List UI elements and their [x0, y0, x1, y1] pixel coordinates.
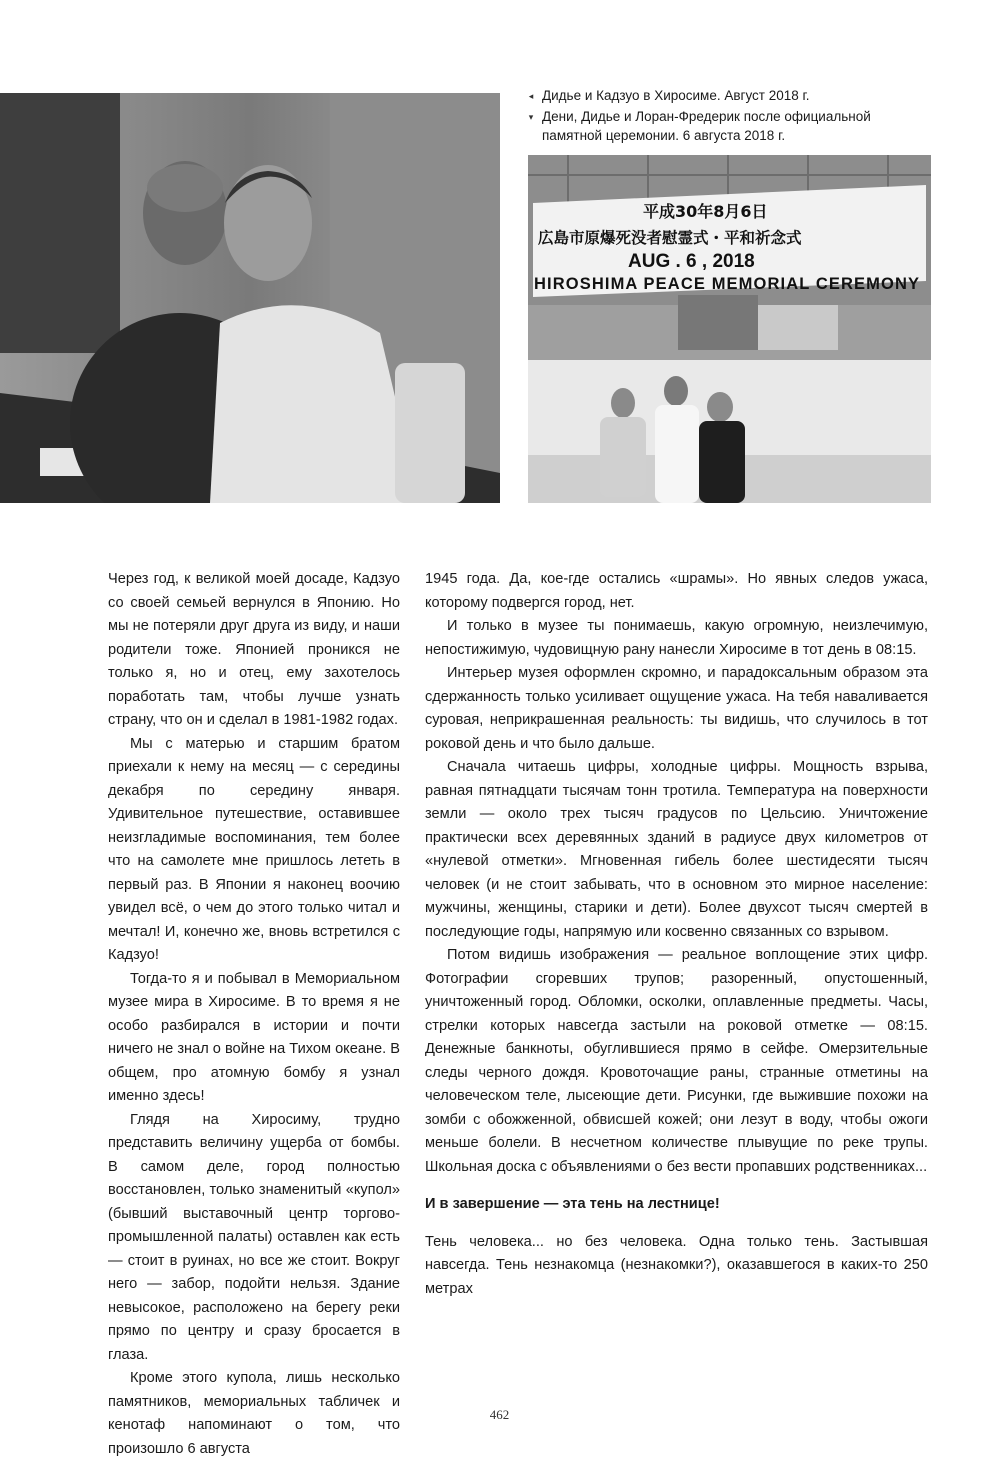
paragraph-continuation: 1945 года. Да, кое-где остались «шрамы». Но явных следов ужаса, которому подвергся город, нет. — [425, 571, 928, 611]
text-column-right — [425, 568, 928, 1301]
paragraph: И только в музее ты понимаешь, какую огромную, неизлечимую, непостижимую, чудовищную рану нанесли Хиросиме в тот день в 08:15. — [425, 618, 928, 658]
arrow-down-icon: ▾ — [528, 111, 534, 122]
banner-title-en: HIROSHIMA PEACE MEMORIAL CEREMONY — [534, 275, 919, 293]
paragraph: Сначала читаешь цифры, холодные цифры. Мощность взрыва, равная пятнадцати тысячам тонн тротила. Температура на поверхности земли — около трех тысяч градусов по Цельсию. Уничтожение практически всех деревянных зданий в радиусе двух километров от «нулевой отметки». Мгновенная гибель более шестидесяти тысяч человек (и не стоит забывать, что в основном это мирное население: мужчины, женщины, старики и дети). Более двухсот тысяч смертей в последующие годы, напрямую или косвенно связанных со взрывом. — [425, 759, 928, 940]
paragraph: Через год, к великой моей досаде, Кадзуо со своей семьей вернулся в Японию. Но мы не потеряли друг друга из виду, и наши родители тоже. Японией проникся не только я, но и отец, ему захотелось поработать там, чтобы лучше узнать страну, что он и сделал в 1981-1982 годах. — [108, 571, 400, 728]
banner-title-jp: 広島市原爆死没者慰霊式・平和祈念式 — [538, 229, 802, 247]
caption-left-photo — [520, 86, 920, 107]
text-column-left — [108, 568, 400, 1461]
arrow-left-icon: ◂ — [528, 91, 534, 101]
photo-didier-and-kazuo — [0, 93, 500, 503]
photo-peace-memorial-ceremony — [528, 155, 931, 503]
photo-captions — [520, 86, 920, 146]
section-heading: И в завершение — эта тень на лестнице! — [425, 1196, 720, 1212]
caption-text: Дени, Дидье и Лоран-Фредерик после официальной памятной церемонии. 6 августа 2018 г. — [542, 108, 871, 143]
paragraph: Интерьер музея оформлен скромно, и парадоксальным образом эта сдержанность только усиливает ощущение ужаса. На тебя наваливается суровая, неприкрашенная реальность: ты видишь, что случилось в тот роковой день и что было дальше. — [425, 665, 928, 752]
caption-right-photo — [520, 107, 920, 146]
paragraph: Мы с матерью и старшим братом приехали к нему на месяц — с середины декабря по середину января. Удивительное путешествие, оставившее неизгладимые воспоминания, тем более что на самолете мне пришлось лететь в первый раз. В Японии я наконец воочию увидел всё, о чем до этого только читал и мечтал! И, конечно же, вновь встретился с Кадзуо! — [108, 735, 400, 963]
paragraph: Кроме этого купола, лишь несколько памятников, мемориальных табличек и кенотаф напоминают о том, что произошло 6 августа — [108, 1370, 400, 1457]
paragraph: Потом видишь изображения — реальное воплощение этих цифр. Фотографии сгоревших трупов; разоренный, опустошенный, уничтоженный город. Обломки, осколки, оплавленные предметы. Часы, стрелки которых навсегда застыли на роковой отметке — 08:15. Денежные банкноты, обуглившиеся прямо в сейфе. Омерзительные следы черного дождя. Кровоточащие раны, странные отметины на человеческом теле, лысеющие дети. Рисунки, где выжившие похожи на зомби с обожженной, обвисшей кожей; они лезут в воду, чтобы ожоги меньше болели. В несчетном количестве плывущие по реке трупы. Школьная доска с объявлениями о без вести пропавших родственниках... — [425, 947, 928, 1175]
banner-date-jp: 平成30年8月6日 — [643, 202, 768, 221]
paragraph: Тень человека... но без человека. Одна только тень. Застывшая навсегда. Тень незнакомца (незнакомки?), оказавшегося в каких-то 250 метрах — [425, 1233, 928, 1297]
page-number: 462 — [489, 1407, 510, 1422]
caption-text: Дидье и Кадзуо в Хиросиме. Август 2018 г. — [542, 88, 810, 103]
paragraph: Тогда-то я и побывал в Мемориальном музее мира в Хиросиме. В то время я не особо разбирался в истории и почти ничего не знал о войне на Тихом океане. В общем, про атомную бомбу я узнал именно здесь! — [108, 970, 400, 1104]
banner-date-en: AUG . 6 , 2018 — [628, 251, 755, 272]
paragraph: Глядя на Хиросиму, трудно представить величину ущерба от бомбы. В самом деле, город полностью восстановлен, только знаменитый «купол» (бывший выставочный центр торгово-промышленной палаты) оставлен как есть — стоит в руинах, но все же стоит. Вокруг него — забор, подойти нельзя. Здание невысокое, расположено на берегу реки прямо по центру и сразу бросается в глаза. — [108, 1111, 400, 1363]
